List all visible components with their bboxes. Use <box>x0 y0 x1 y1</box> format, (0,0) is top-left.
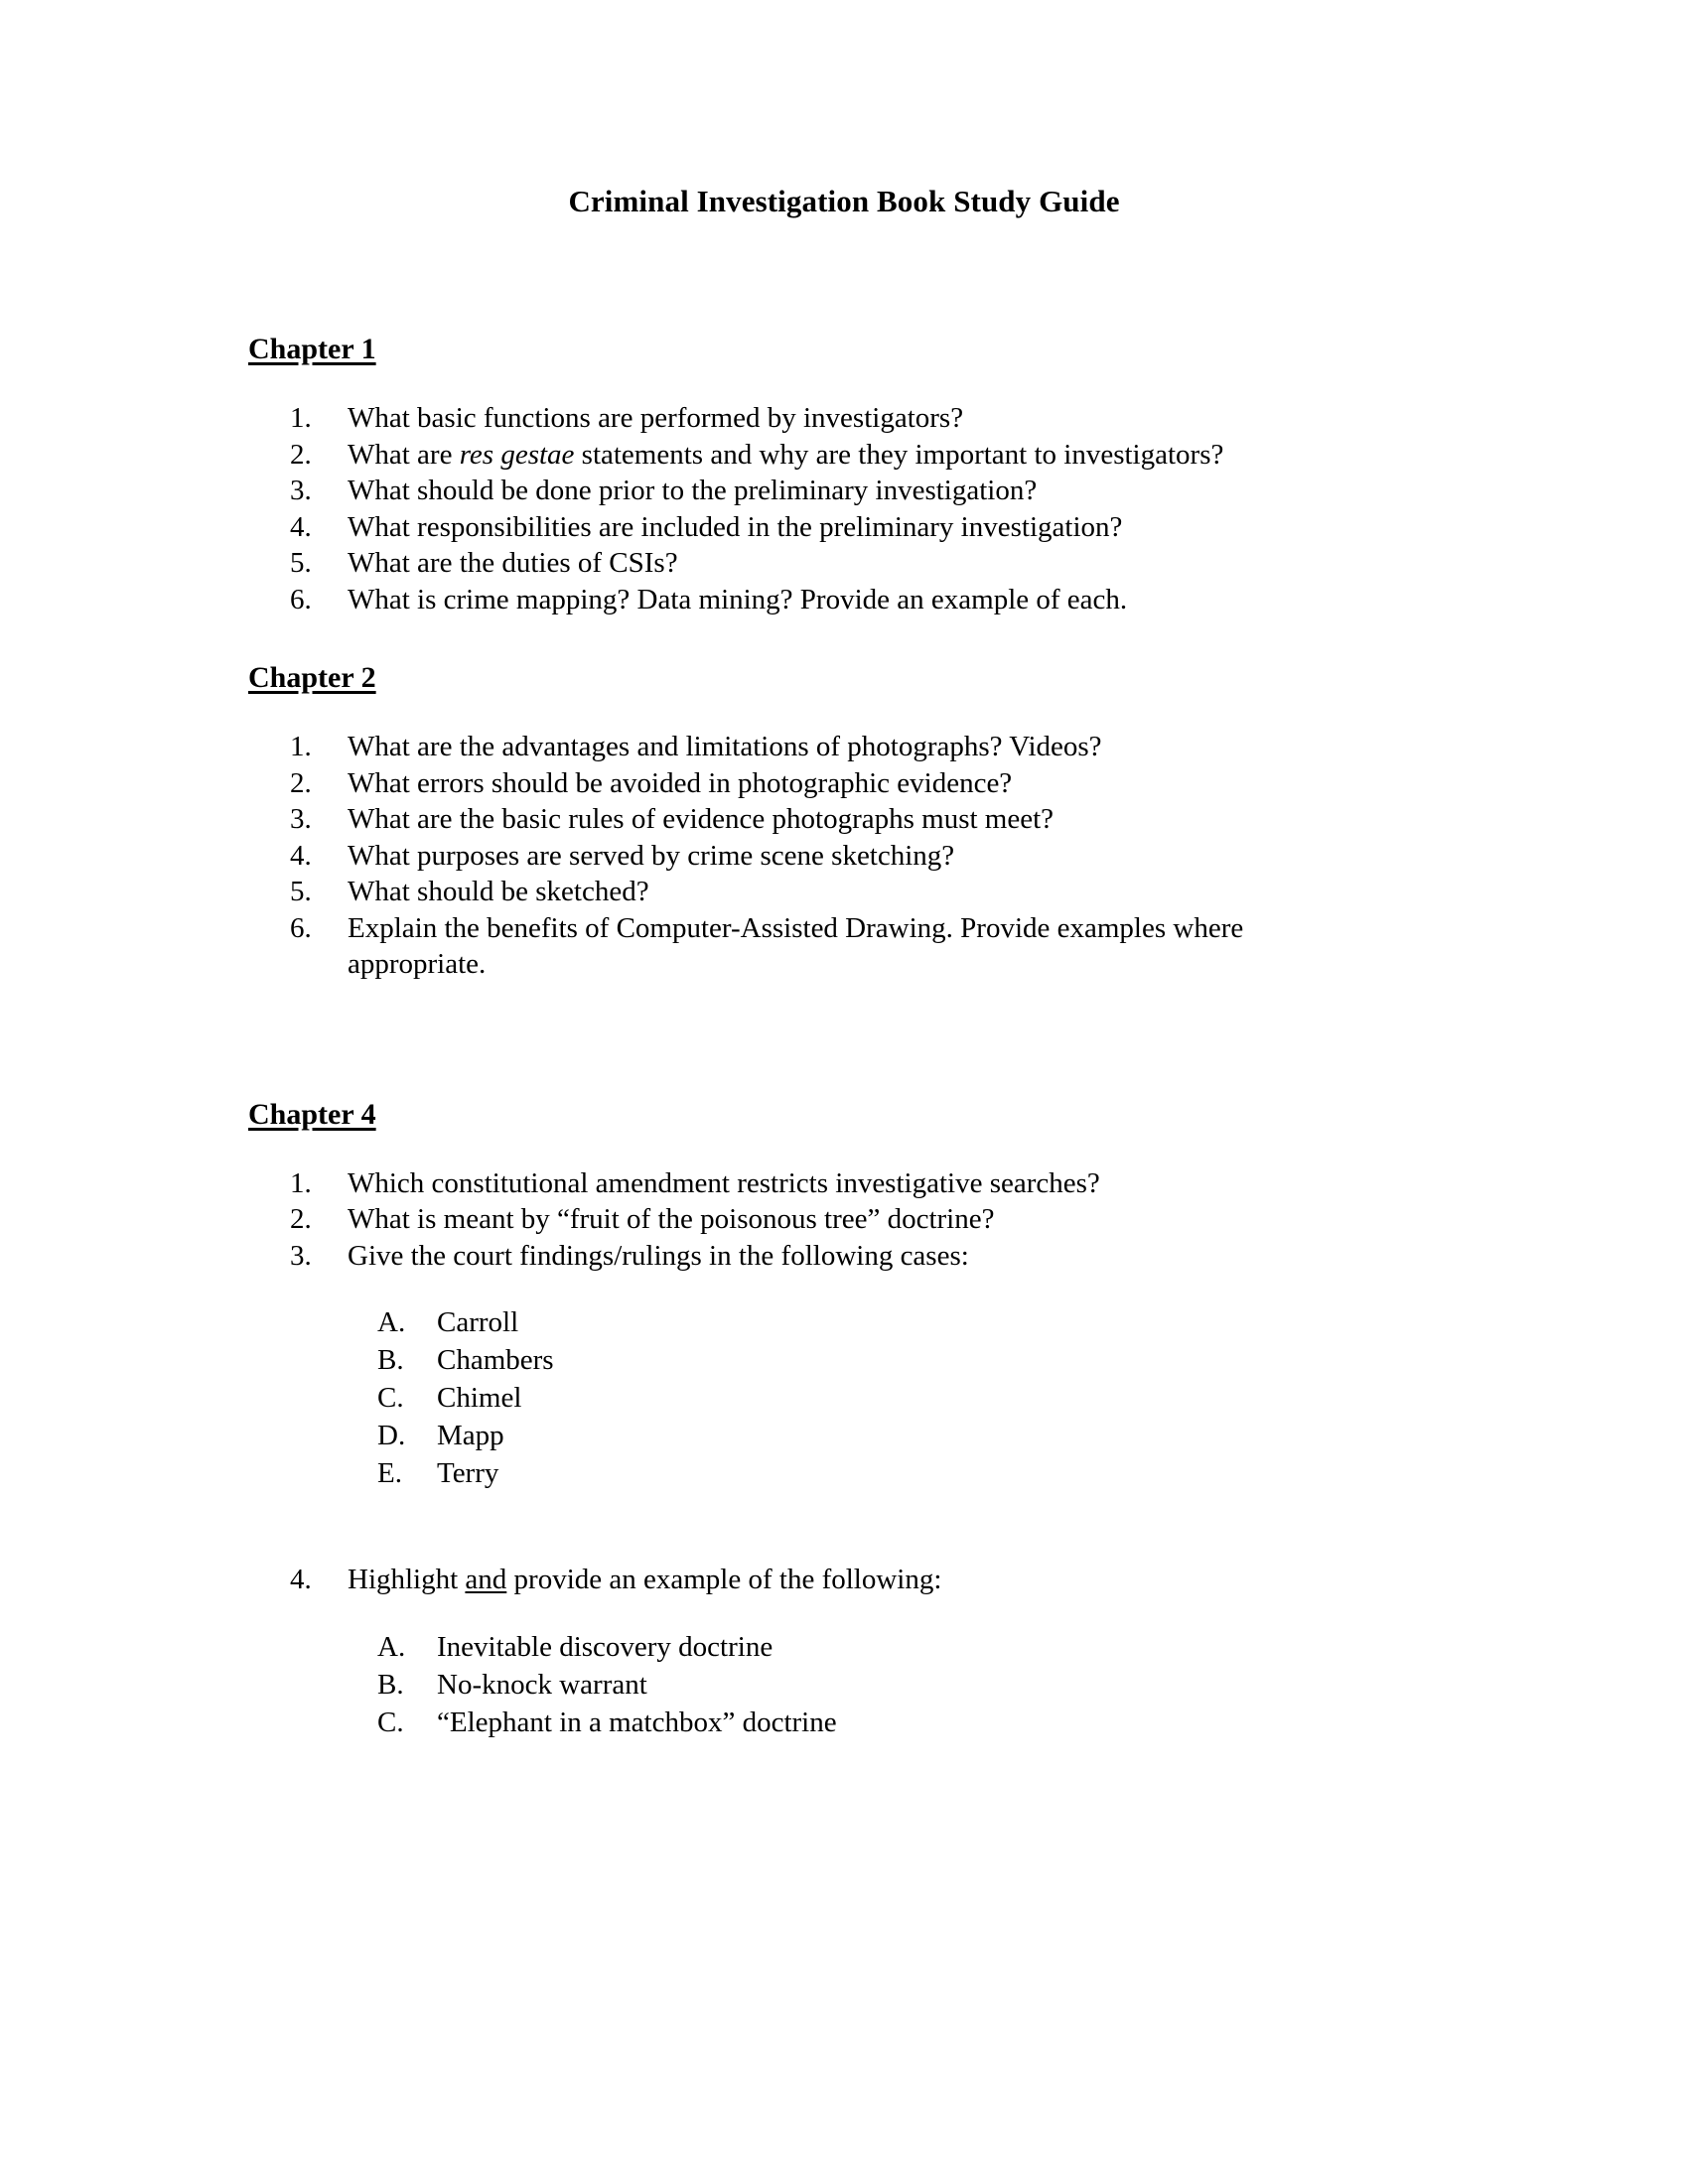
text-segment: What are the duties of CSIs? <box>348 547 678 579</box>
list-item-text: Inevitable discovery doctrine <box>437 1630 774 1663</box>
list-item-text <box>348 765 1688 802</box>
list-item-text: Mapp <box>437 1420 504 1451</box>
list-item <box>0 545 1688 582</box>
spacer <box>0 1132 1688 1165</box>
text-segment: What should be done prior to the preliminary investigation? <box>348 475 1038 506</box>
list-item <box>0 1201 1688 1238</box>
list-marker: 6. <box>290 911 312 944</box>
court-cases-list <box>0 1303 1688 1492</box>
text-segment: statements and why are they important to investigators? <box>574 438 1224 471</box>
list-item <box>0 910 1688 983</box>
chapter-heading-1-label: Chapter 1 <box>248 333 376 365</box>
list-item <box>0 1454 1688 1492</box>
list-item-text <box>348 1238 1688 1275</box>
spacer <box>0 983 1688 1098</box>
list-marker: E. <box>377 1457 402 1489</box>
spacer <box>0 1492 1688 1562</box>
chapter-heading-2 <box>248 661 1688 695</box>
list-item <box>0 1628 1688 1666</box>
list-item <box>0 838 1688 875</box>
document-body <box>0 333 1688 1741</box>
list-item <box>0 1666 1688 1704</box>
text-segment: What are <box>348 438 460 471</box>
list-marker: 1. <box>290 1166 312 1199</box>
list-marker: 1. <box>290 731 312 762</box>
list-item <box>0 509 1688 546</box>
list-item-text <box>348 1165 1688 1202</box>
list-item-text <box>348 437 1688 474</box>
list-marker: C. <box>377 1706 404 1738</box>
chapter-heading-4-label: Chapter 4 <box>248 1097 376 1131</box>
list-item-text <box>348 874 1688 910</box>
spacer <box>0 1598 1688 1628</box>
doctrines-list <box>0 1628 1688 1741</box>
text-segment: What responsibilities are included in the preliminary investigation? <box>348 510 1123 543</box>
list-item <box>0 1165 1688 1202</box>
list-marker: 4. <box>290 510 312 543</box>
list-marker: A. <box>377 1630 406 1663</box>
chapter-1-question-list <box>0 400 1688 617</box>
list-marker: 6. <box>290 583 312 615</box>
list-item-text <box>348 1201 1688 1238</box>
list-marker: C. <box>377 1382 404 1414</box>
list-item <box>0 801 1688 838</box>
list-item-text: Chambers <box>437 1344 554 1376</box>
list-item <box>0 1303 1688 1341</box>
list-item <box>0 1417 1688 1454</box>
list-marker: 5. <box>290 547 312 579</box>
list-item-text: Carroll <box>437 1306 519 1338</box>
text-segment: What basic functions are performed by investigators? <box>348 402 964 434</box>
list-marker: 5. <box>290 876 312 907</box>
list-item-text <box>348 509 1688 546</box>
chapter-heading-1 <box>248 333 1688 366</box>
list-item-text <box>348 838 1688 875</box>
list-item-text: “Elephant in a matchbox” doctrine <box>437 1706 837 1738</box>
list-item <box>0 437 1688 474</box>
list-marker: 4. <box>290 839 312 872</box>
chapter-heading-2-label: Chapter 2 <box>248 661 376 694</box>
list-marker: 3. <box>290 803 312 835</box>
list-marker: 2. <box>290 766 312 799</box>
text-segment: Which constitutional amendment restricts investigative searches? <box>348 1166 1100 1199</box>
list-marker: B. <box>377 1344 404 1376</box>
list-item-text <box>348 729 1688 765</box>
list-item-text <box>348 400 1688 437</box>
text-segment: What errors should be avoided in photographic evidence? <box>348 766 1013 799</box>
list-item <box>0 1341 1688 1379</box>
list-marker: 4. <box>290 1564 312 1595</box>
list-item <box>0 1238 1688 1275</box>
list-item <box>0 1562 1688 1598</box>
list-item-text: Chimel <box>437 1382 522 1414</box>
text-segment: What should be sketched? <box>348 876 649 907</box>
chapter-2-question-list <box>0 729 1688 983</box>
text-segment: Give the court findings/rulings in the following cases: <box>348 1239 969 1272</box>
list-item-text <box>348 801 1688 838</box>
list-item <box>0 473 1688 509</box>
underlined-term: and <box>465 1564 507 1595</box>
list-marker: 3. <box>290 475 312 506</box>
text-segment: provide an example of the following: <box>506 1564 942 1595</box>
list-marker: 3. <box>290 1239 312 1272</box>
spacer <box>0 1274 1688 1303</box>
list-item-text <box>348 1562 1688 1598</box>
list-marker: A. <box>377 1306 406 1338</box>
list-marker: D. <box>377 1420 406 1451</box>
list-item <box>0 582 1688 618</box>
text-segment: What is crime mapping? Data mining? Provide an example of each. <box>348 583 1128 615</box>
list-item <box>0 400 1688 437</box>
text-segment: What is meant by “fruit of the poisonous tree” doctrine? <box>348 1203 995 1235</box>
text-segment: What purposes are served by crime scene sketching? <box>348 839 955 872</box>
text-segment: What are the basic rules of evidence photographs must meet? <box>348 803 1055 835</box>
list-item <box>0 729 1688 765</box>
list-item <box>0 1704 1688 1741</box>
list-item-text <box>348 545 1688 582</box>
list-item <box>0 874 1688 910</box>
list-marker: 1. <box>290 402 312 434</box>
list-marker: 2. <box>290 438 312 471</box>
text-segment: Explain the benefits of Computer-Assisted Drawing. Provide examples where appropriate. <box>348 911 1244 980</box>
list-item-text <box>348 910 1336 983</box>
list-item-text: Terry <box>437 1457 499 1489</box>
spacer <box>0 695 1688 729</box>
list-item-text: No-knock warrant <box>437 1668 647 1701</box>
chapter-heading-4 <box>248 1098 1688 1132</box>
italic-term: res gestae <box>459 438 575 471</box>
chapter-4-question-list <box>0 1165 1688 1275</box>
spacer <box>0 366 1688 400</box>
list-marker: 2. <box>290 1203 312 1235</box>
spacer <box>0 617 1688 661</box>
text-segment: Highlight <box>348 1564 466 1595</box>
text-segment: What are the advantages and limitations of photographs? Videos? <box>348 731 1102 762</box>
list-item <box>0 765 1688 802</box>
chapter-4-question-4 <box>0 1562 1688 1598</box>
list-item-text <box>348 582 1688 618</box>
list-item <box>0 1379 1688 1417</box>
page-title: Criminal Investigation Book Study Guide <box>568 184 1120 218</box>
list-item-text <box>348 473 1688 509</box>
list-marker: B. <box>377 1668 404 1701</box>
